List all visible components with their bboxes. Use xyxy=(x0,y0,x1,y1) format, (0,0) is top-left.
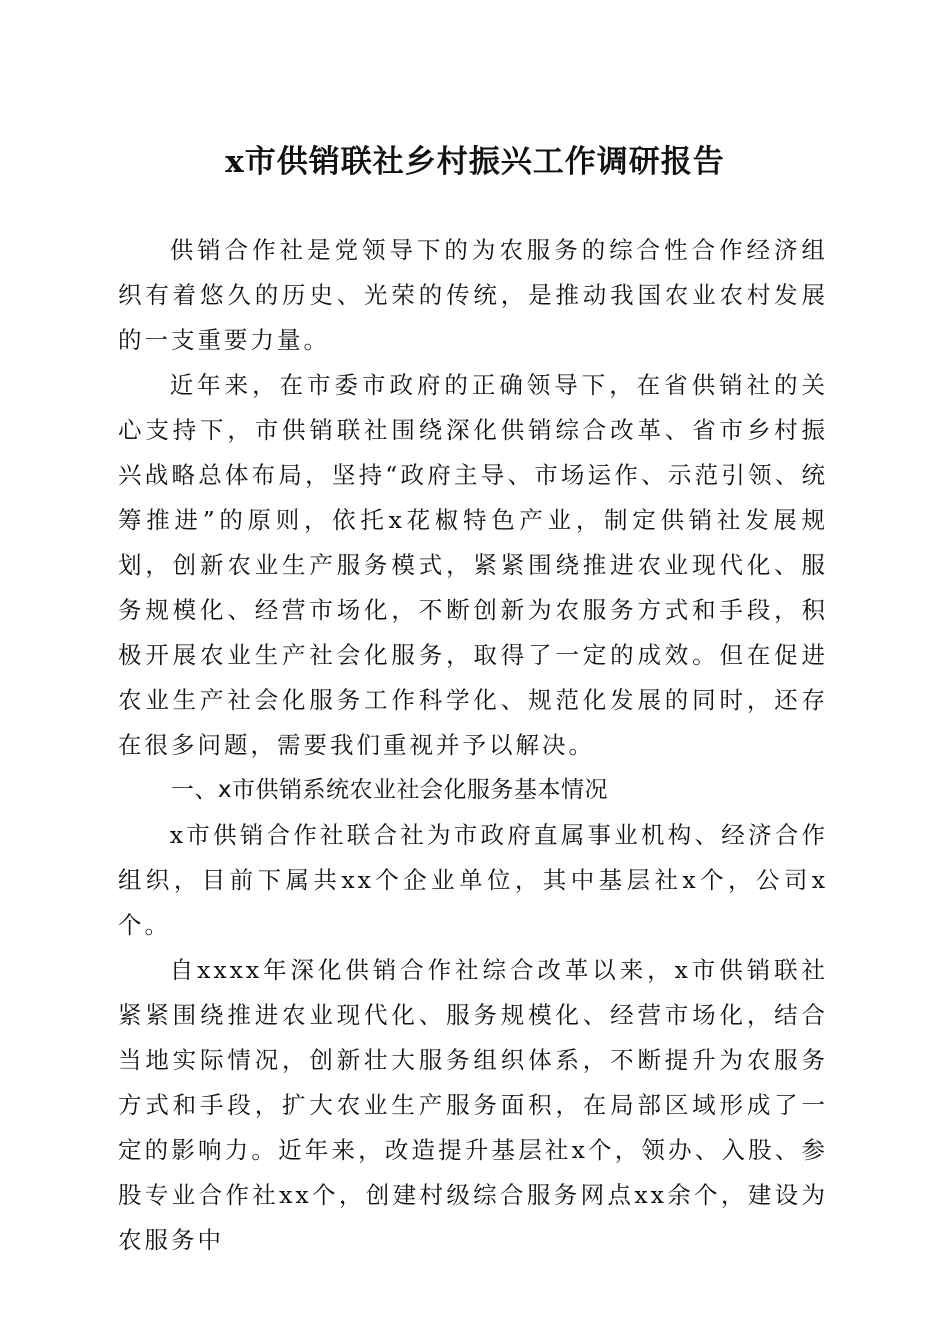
background-paragraph: 近年来，在市委市政府的正确领导下，在省供销社的关心支持下，市供销联社围绕深化供销综合改革、省市乡村振兴战略总体布局，坚持“政府主导、市场运作、示范引领、统筹推进”的原则，依托x花椒特色产业，制定供销社发展规划，创新农业生产服务模式，紧紧围绕推进农业现代化、服务规模化、经营市场化，不断创新为农服务方式和手段，积极开展农业生产社会化服务，取得了一定的成效。但在促进农业生产社会化服务工作科学化、规范化发展的同时，还存在很多问题，需要我们重视并予以解决。 xyxy=(118,371,828,759)
intro-paragraph: 供销合作社是党领导下的为农服务的综合性合作经济组织有着悠久的历史、光荣的传统，是推动我国农业农村发展的一支重要力量。 xyxy=(118,236,828,354)
section-paragraph-organization: x市供销合作社联合社为市政府直属事业机构、经济合作组织，目前下属共xx个企业单位，其中基层社x个，公司x个。 xyxy=(118,821,828,939)
section-heading: 一、x市供销系统农业社会化服务基本情况 xyxy=(170,777,609,803)
document-body xyxy=(118,228,828,1263)
document-title: x市供销联社乡村振兴工作调研报告 xyxy=(225,144,725,180)
section-paragraph-reform: 自xxxx年深化供销合作社综合改革以来，x市供销联社紧紧围绕推进农业现代化、服务规模化、经营市场化，结合当地实际情况，创新壮大服务组织体系，不断提升为农服务方式和手段，扩大农业生产服务面积，在局部区域形成了一定的影响力。近年来，改造提升基层社x个，领办、入股、参股专业合作社xx个，创建村级综合服务网点xx余个，建设为农服务中 xyxy=(118,956,828,1254)
